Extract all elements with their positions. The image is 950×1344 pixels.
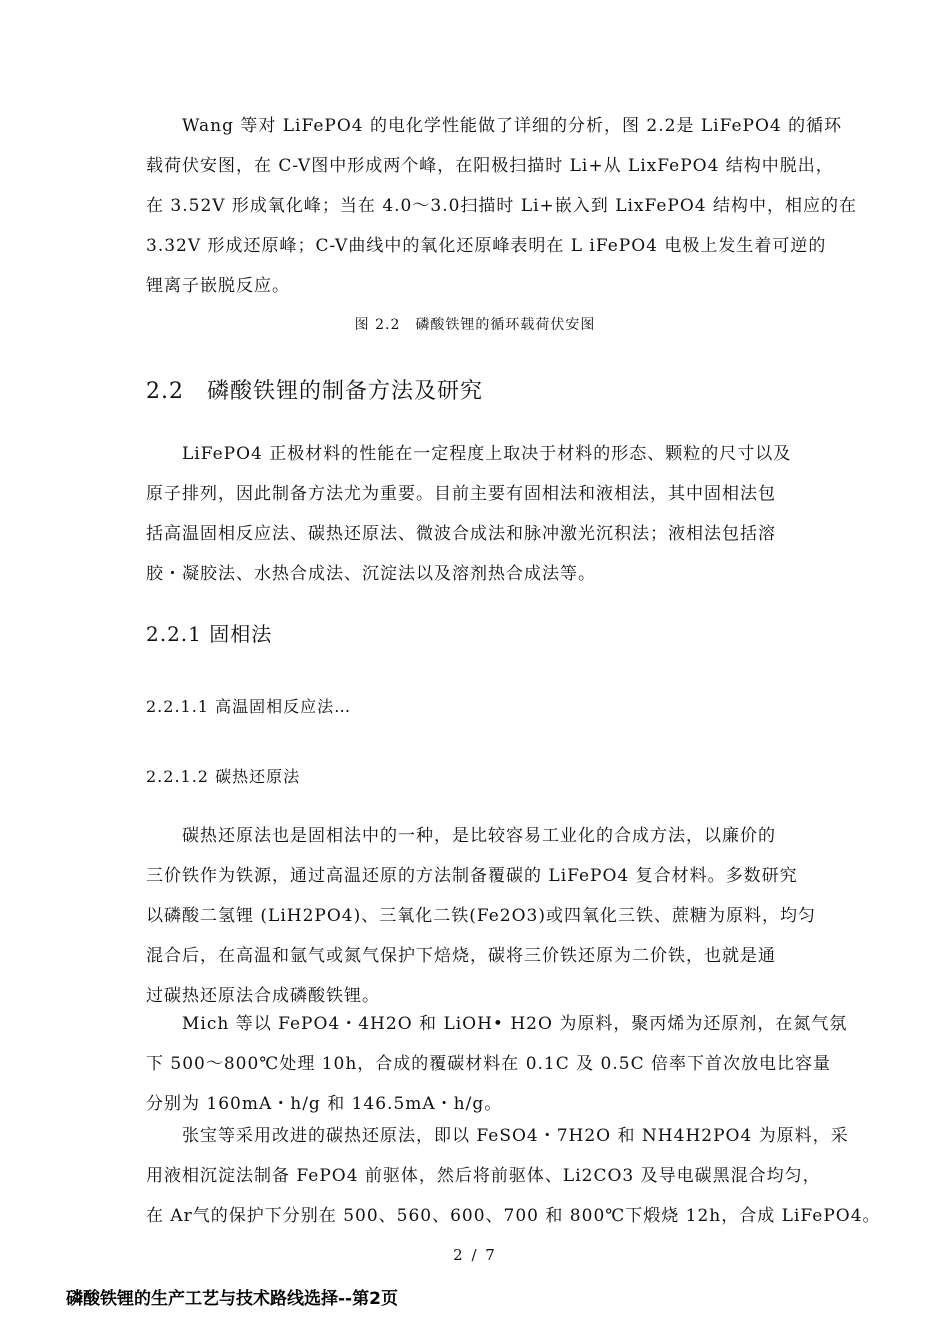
- text-line: 分别为 160mA・h/g 和 146.5mA・h/g。: [146, 1094, 503, 1114]
- text-line: 混合后，在高温和氩气或氮气保护下焙烧，碳将三价铁还原为二价铁，也就是通: [146, 946, 776, 966]
- section-heading-2-2-1-1: 2.2.1.1 高温固相反应法…: [146, 697, 352, 716]
- paragraph-preparation-methods: [146, 434, 806, 594]
- footer-document-title: 磷酸铁锂的生产工艺与技术路线选择--第2页: [66, 1289, 398, 1309]
- paragraph-mich-study: [146, 1004, 848, 1124]
- text-line: 3.32V 形成还原峰；C-V曲线中的氧化还原峰表明在 L iFePO4 电极上发生着可逆的: [146, 236, 827, 256]
- text-line: 三价铁作为铁源，通过高温还原的方法制备覆碳的 LiFePO4 复合材料。多数研究: [146, 866, 798, 886]
- text-line: 括高温固相反应法、碳热还原法、微波合成法和脉冲激光沉积法；液相法包括溶: [146, 524, 776, 544]
- paragraph-zhang-bao-study: [146, 1116, 881, 1236]
- text-line: 碳热还原法也是固相法中的一种，是比较容易工业化的合成方法，以廉价的: [182, 826, 776, 846]
- text-line: 在 Ar气的保护下分别在 500、560、600、700 和 800℃下煅烧 12h，合成 LiFePO4。: [146, 1206, 881, 1226]
- text-line: Wang 等对 LiFePO4 的电化学性能做了详细的分析，图 2.2是 LiFePO4 的循环: [182, 116, 843, 136]
- text-line: 以磷酸二氢锂 (LiH2PO4)、三氧化二铁(Fe2O3)或四氧化三铁、蔗糖为原料，均匀: [146, 906, 816, 926]
- text-line: LiFePO4 正极材料的性能在一定程度上取决于材料的形态、颗粒的尺寸以及: [182, 444, 792, 464]
- paragraph-wang-cv-analysis: [146, 106, 858, 306]
- text-line: 在 3.52V 形成氧化峰；当在 4.0～3.0扫描时 Li+嵌入到 LixFePO4 结构中，相应的在: [146, 196, 858, 216]
- section-heading-2-2: 2.2 磷酸铁锂的制备方法及研究: [146, 379, 483, 404]
- page-number: 2 / 7: [453, 1246, 497, 1264]
- section-heading-2-2-1: 2.2.1 固相法: [146, 622, 273, 646]
- text-line: Mich 等以 FePO4・4H2O 和 LiOH• H2O 为原料，聚丙烯为还原剂，在氮气氛: [182, 1014, 848, 1034]
- text-line: 下 500～800℃处理 10h，合成的覆碳材料在 0.1C 及 0.5C 倍率下首次放电比容量: [146, 1054, 832, 1074]
- text-line: 原子排列，因此制备方法尤为重要。目前主要有固相法和液相法，其中固相法包: [146, 484, 776, 504]
- text-line: 锂离子嵌脱反应。: [146, 276, 290, 296]
- figure-caption: 图 2.2 磷酸铁锂的循环载荷伏安图: [354, 317, 596, 333]
- paragraph-carbothermal-reduction: [146, 816, 816, 1016]
- text-line: 用液相沉淀法制备 FePO4 前驱体，然后将前驱体、Li2CO3 及导电碳黑混合均匀，: [146, 1166, 821, 1186]
- section-heading-2-2-1-2: 2.2.1.2 碳热还原法: [146, 767, 301, 786]
- text-line: 张宝等采用改进的碳热还原法，即以 FeSO4・7H2O 和 NH4H2PO4 为原料，采: [182, 1126, 849, 1146]
- text-line: 过碳热还原法合成磷酸铁锂。: [146, 986, 380, 1006]
- text-line: 载荷伏安图，在 C-V图中形成两个峰，在阳极扫描时 Li+从 LixFePO4 结构中脱出，: [146, 156, 834, 176]
- text-line: 胶・凝胶法、水热合成法、沉淀法以及溶剂热合成法等。: [146, 564, 596, 584]
